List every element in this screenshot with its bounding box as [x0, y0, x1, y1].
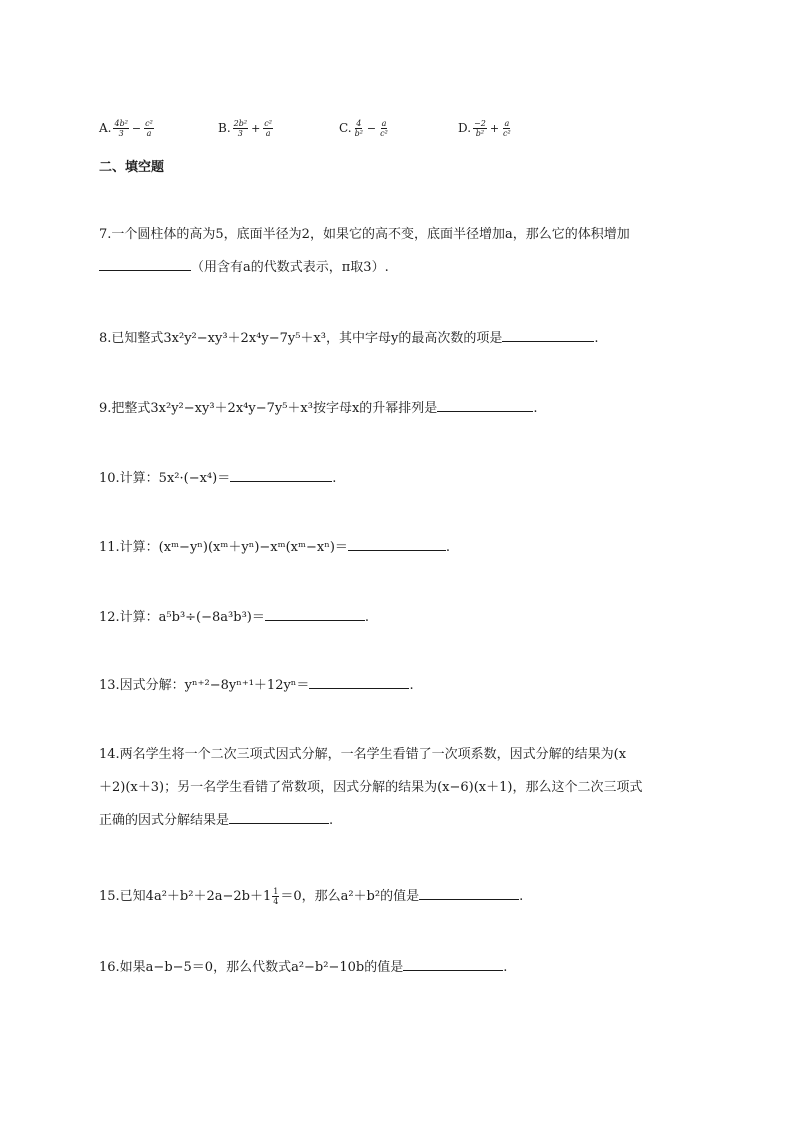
fraction	[502, 119, 512, 138]
question-suffix: .	[364, 610, 370, 625]
answer-blank[interactable]	[502, 329, 594, 342]
question-7	[99, 218, 699, 284]
question-suffix: .	[533, 401, 538, 416]
choice-d[interactable]	[458, 113, 513, 143]
operator: −	[131, 121, 142, 135]
answer-blank[interactable]	[265, 608, 365, 621]
question-text: 13.因式分解：yⁿ⁺²−8yⁿ⁺¹＋12yⁿ＝	[99, 678, 310, 693]
numerator: a	[504, 118, 510, 128]
question-text: 7.一个圆柱体的高为5，底面半径为2，如果它的高不变，底面半径增加a，那么它的体积增加	[99, 227, 630, 242]
numerator: 4	[356, 118, 362, 128]
question-13	[99, 669, 699, 702]
denominator: c²	[380, 128, 388, 138]
question-text: 9.把整式3x²y²−xy³＋2x⁴y−7y⁵＋x³按字母x的升幂排列是	[99, 401, 438, 416]
fraction	[379, 119, 389, 138]
answer-blank[interactable]	[348, 538, 446, 551]
fraction	[263, 119, 273, 138]
numerator: 1	[273, 887, 279, 896]
question-12	[99, 601, 699, 634]
fraction	[144, 119, 154, 138]
denominator: a	[146, 128, 152, 138]
answer-blank[interactable]	[419, 887, 519, 900]
answer-blank[interactable]	[403, 958, 503, 971]
question-suffix: .	[445, 540, 451, 555]
denominator: 4	[273, 897, 279, 906]
numerator: 2b²	[233, 118, 248, 128]
question-text: 8.已知整式3x²y²−xy³＋2x⁴y−7y⁵＋x³，其中字母y的最高次数的项是	[99, 331, 503, 346]
numerator: 4b²	[114, 118, 128, 128]
numerator: a	[381, 118, 387, 128]
mixed-fraction	[272, 887, 279, 906]
denominator: c²	[503, 128, 511, 138]
answer-blank[interactable]	[437, 399, 533, 412]
question-text: ＋2)(x＋3)；另一名学生看错了常数项，因式分解的结果为(x−6)(x＋1)，那么这个二次三项式	[99, 780, 643, 795]
question-8	[99, 322, 699, 355]
question-text: （用含有a的代数式表示，π取3）.	[191, 260, 389, 275]
denominator: b²	[354, 128, 363, 138]
question-text: 正确的因式分解结果是	[99, 813, 230, 828]
answer-blank[interactable]	[229, 811, 329, 824]
section-heading: 二、填空题	[99, 160, 165, 175]
choice-a[interactable]	[99, 113, 155, 143]
question-text: 12.计算：a⁵b³÷(−8a³b³)＝	[99, 610, 265, 625]
fraction	[473, 119, 487, 138]
question-suffix: .	[519, 889, 524, 904]
question-text: 10.计算：5x²·(−x⁴)＝	[99, 471, 231, 486]
question-suffix: .	[594, 331, 599, 346]
denominator: b²	[475, 128, 485, 138]
denominator: a	[265, 128, 271, 138]
numerator: c²	[145, 118, 153, 128]
question-15	[99, 880, 699, 913]
question-10	[99, 462, 699, 495]
fraction	[354, 119, 364, 138]
question-11	[99, 531, 699, 564]
fraction	[113, 119, 128, 138]
denominator: 3	[118, 128, 124, 138]
question-text: 15.已知4a²＋b²＋2a−2b＋1	[99, 889, 272, 904]
question-suffix: .	[409, 678, 414, 693]
answer-blank[interactable]	[99, 258, 191, 271]
numerator: −2	[474, 118, 486, 128]
answer-blank[interactable]	[230, 469, 332, 482]
choice-b[interactable]	[218, 113, 274, 143]
question-text: ＝0，那么a²＋b²的值是	[280, 889, 420, 904]
question-14	[99, 738, 699, 837]
denominator: 3	[237, 128, 243, 138]
answer-blank[interactable]	[309, 676, 409, 689]
operator: +	[251, 121, 261, 135]
choice-letter: B.	[218, 121, 231, 135]
question-9	[99, 392, 699, 425]
question-text: 11.计算：(xᵐ−yⁿ)(xᵐ＋yⁿ)−xᵐ(xᵐ−xⁿ)＝	[99, 540, 348, 555]
question-text: 16.如果a−b−5＝0，那么代数式a²−b²−10b的值是	[99, 960, 404, 975]
choice-letter: C.	[339, 121, 352, 135]
numerator: c²	[264, 118, 272, 128]
question-suffix: .	[329, 813, 334, 828]
choice-c[interactable]	[339, 113, 390, 143]
answer-choices	[99, 113, 739, 147]
question-line	[99, 251, 699, 284]
choice-letter: A.	[99, 121, 112, 135]
choice-letter: D.	[458, 121, 472, 135]
operator: +	[489, 121, 500, 135]
fraction	[233, 119, 248, 138]
question-text: 14.两名学生将一个二次三项式因式分解，一名学生看错了一次项系数，因式分解的结果为(x	[99, 747, 627, 762]
question-suffix: .	[332, 471, 337, 486]
question-suffix: .	[503, 960, 508, 975]
question-line	[99, 804, 699, 837]
operator: −	[366, 121, 377, 135]
question-16	[99, 951, 699, 984]
